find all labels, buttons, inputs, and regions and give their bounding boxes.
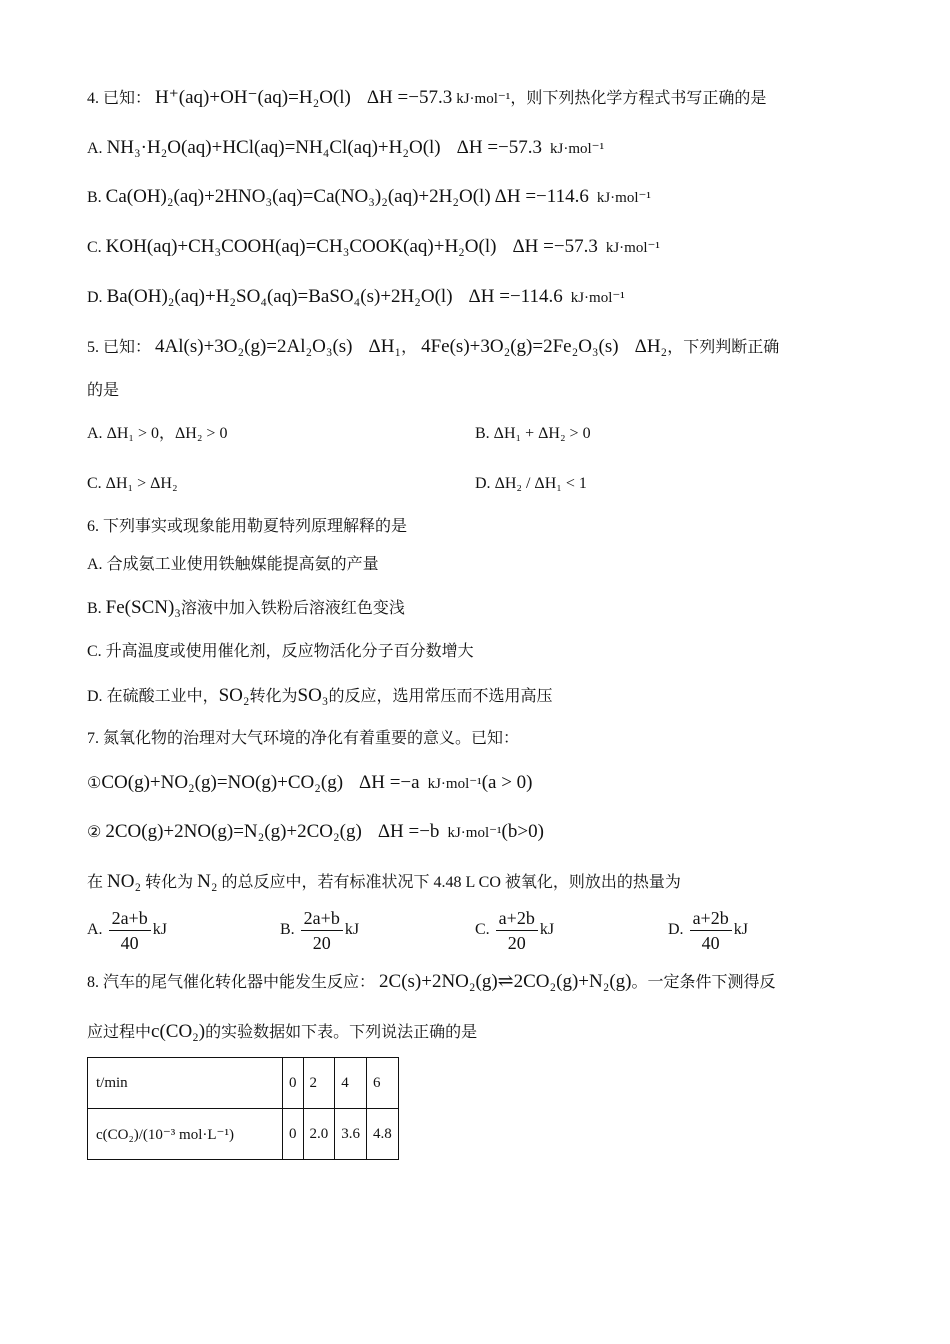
fraction-numerator: 2a+b	[109, 906, 151, 931]
option-reaction: Ca(OH)₂(aq)+2HNO₃(aq)=Ca(NO₃)₂(aq)+2H₂O(l)	[105, 186, 491, 207]
option-fraction	[496, 906, 538, 955]
option-formula-1: SO₂	[218, 685, 250, 706]
equation-unit: kJ·mol⁻¹	[447, 825, 502, 841]
fraction-numerator: a+2b	[496, 906, 538, 931]
option-unit: kJ·mol⁻¹	[605, 240, 660, 256]
table-cell: 2.0	[303, 1109, 335, 1160]
q4-stem-reaction: H⁺(aq)+OH⁻(aq)=H₂O(l)	[155, 87, 351, 108]
option-label: A.	[87, 921, 103, 939]
option-reaction: NH₃·H₂O(aq)+HCl(aq)=NH₄Cl(aq)+H₂O(l)	[106, 137, 441, 158]
option-text: ΔH₂ / ΔH₁ < 1	[494, 475, 587, 492]
table-cell: 0	[283, 1109, 304, 1160]
equation-reaction: CO(g)+NO₂(g)=NO(g)+CO₂(g)	[101, 772, 344, 793]
table-header-time: t/min	[88, 1058, 283, 1109]
option-unit: kJ·mol⁻¹	[570, 290, 625, 306]
option-formula-2: SO₃	[297, 685, 329, 706]
option-unit: kJ	[152, 921, 167, 939]
option-fraction	[301, 906, 343, 955]
q5-stem: 5. 已知： 4Al(s)+3O₂(g)=2Al₂O₃(s) ΔH₁， 4Fe(s)+3O₂(g)=2Fe₂O₃(s) ΔH₂，下列判断正确	[87, 336, 780, 357]
q6-option-d[interactable]	[87, 684, 552, 709]
option-text-mid: 转化为	[249, 688, 298, 705]
option-fraction	[109, 906, 151, 955]
option-label: B.	[87, 600, 102, 617]
option-reaction: KOH(aq)+CH₃COOH(aq)=CH₃COOK(aq)+H₂O(l)	[105, 236, 497, 257]
equation-dh: ΔH =−b	[377, 821, 440, 842]
q4-stem-dh: ΔH =−57.3	[366, 87, 453, 108]
fraction-denominator: 20	[312, 933, 331, 953]
q4-stem-prefix: 4. 已知：	[87, 90, 152, 107]
table-row	[88, 1058, 399, 1109]
q7-equation-2	[87, 820, 544, 845]
q4-option-a[interactable]	[87, 136, 604, 161]
option-label: C.	[87, 475, 102, 492]
option-label: D.	[668, 921, 684, 939]
option-text-pre: 在硫酸工业中，	[106, 688, 219, 705]
q7-equation-1	[87, 771, 533, 796]
q8-stem-prefix: 8. 汽车的尾气催化转化器中能发生反应：	[87, 974, 376, 991]
q4-stem	[87, 86, 766, 111]
option-text: 升高温度或使用催化剂，反应物活化分子百分数增大	[105, 643, 474, 660]
q5-option-a[interactable]	[87, 422, 227, 446]
option-dh: ΔH =−57.3	[512, 236, 598, 257]
table-cell: 3.6	[335, 1109, 367, 1160]
table-cell: 4	[335, 1058, 367, 1109]
q5-option-d[interactable]	[475, 472, 587, 496]
table-header-concentration: c(CO₂)/(10⁻³ mol·L⁻¹)	[88, 1109, 283, 1160]
q5-option-c[interactable]	[87, 472, 178, 496]
option-fraction	[690, 906, 732, 955]
option-text-post: 的反应，选用常压而不选用高压	[328, 688, 553, 705]
option-label: C.	[475, 921, 490, 939]
fraction-denominator: 20	[507, 933, 526, 953]
equation-unit: kJ·mol⁻¹	[427, 776, 482, 792]
option-unit: kJ·mol⁻¹	[550, 141, 605, 157]
option-formula: Fe(SCN)₃	[105, 597, 181, 618]
q7-question-formula-1: NO₂	[107, 871, 142, 892]
q5-dh-1: ΔH₁	[368, 336, 402, 357]
equation-mark: ①	[87, 775, 102, 792]
q5-stem-line2: 的是	[87, 382, 120, 399]
q8-stem-line2	[87, 1020, 477, 1045]
option-label: B.	[475, 425, 490, 442]
option-dh: ΔH =−114.6	[468, 286, 563, 307]
option-label: D.	[87, 688, 103, 705]
table-cell: 2	[303, 1058, 335, 1109]
option-label: B.	[280, 921, 295, 939]
q4-option-c[interactable]	[87, 235, 660, 260]
q4-stem-suffix: ，则下列热化学方程式书写正确的是	[510, 90, 767, 107]
option-dh: ΔH =−57.3	[456, 137, 542, 158]
q5-reaction-2: 4Fe(s)+3O₂(g)=2Fe₂O₃(s)	[421, 336, 619, 357]
q6-option-c[interactable]	[87, 640, 474, 664]
q5-stem-prefix: 5. 已知：	[87, 339, 152, 356]
option-unit: kJ·mol⁻¹	[596, 190, 651, 206]
q5-option-b[interactable]	[475, 422, 591, 446]
equation-dh: ΔH =−a	[359, 772, 420, 793]
q7-stem: 7. 氮氧化物的治理对大气环境的净化有着重要的意义。已知：	[87, 730, 520, 747]
option-label: A.	[87, 425, 103, 442]
table-cell: 0	[283, 1058, 304, 1109]
equation-condition: (b>0)	[501, 821, 544, 842]
fraction-numerator: a+2b	[690, 906, 732, 931]
q8-stem-suffix: 。一定条件下测得反	[631, 974, 776, 991]
option-label: B.	[87, 189, 102, 206]
option-label: D.	[87, 289, 103, 306]
q8-stem	[87, 970, 776, 995]
option-label: D.	[475, 475, 491, 492]
option-text: ΔH₁ + ΔH₂ > 0	[493, 425, 591, 442]
q5-dh-2: ΔH₂	[634, 336, 668, 357]
option-text: ΔH₁ > ΔH₂	[105, 475, 178, 492]
q6-option-a[interactable]	[87, 553, 379, 577]
option-unit: kJ	[344, 921, 360, 939]
option-label: A.	[87, 556, 103, 573]
option-dh: ΔH =−114.6	[494, 186, 589, 207]
q4-option-b[interactable]	[87, 185, 651, 210]
option-unit: kJ	[733, 921, 748, 939]
option-reaction: Ba(OH)₂(aq)+H₂SO₄(aq)=BaSO₄(s)+2H₂O(l)	[106, 286, 453, 307]
q7-option-d[interactable]	[668, 906, 748, 955]
fraction-numerator: 2a+b	[301, 906, 343, 931]
q7-option-a[interactable]	[87, 906, 167, 955]
q8-line2-pre: 应过程中	[87, 1024, 152, 1041]
option-unit: kJ	[539, 921, 555, 939]
option-text: 溶液中加入铁粉后溶液红色变浅	[180, 600, 405, 617]
table-cell: 6	[367, 1058, 399, 1109]
option-label: C.	[87, 239, 102, 256]
q7-question-post: 的总反应中，若有标准状况下 4.48 L CO 被氧化，则放出的热量为	[221, 874, 681, 891]
option-text: 合成氨工业使用铁触媒能提高氨的产量	[106, 556, 379, 573]
q8-reaction: 2C(s)+2NO₂(g)⇌2CO₂(g)+N₂(g)	[379, 971, 632, 992]
q7-question-mid: 转化为	[145, 874, 194, 891]
q8-data-table	[87, 1057, 399, 1160]
q4-option-d[interactable]	[87, 285, 625, 310]
option-label: C.	[87, 643, 102, 660]
q6-option-b[interactable]	[87, 596, 405, 621]
q8-line2-formula: c(CO₂)	[151, 1021, 206, 1042]
fraction-denominator: 40	[120, 933, 139, 953]
table-cell: 4.8	[367, 1109, 399, 1160]
table-row	[88, 1109, 399, 1160]
q5-reaction-1: 4Al(s)+3O₂(g)=2Al₂O₃(s)	[155, 336, 353, 357]
q7-option-b[interactable]	[280, 906, 359, 955]
q7-question	[87, 870, 681, 895]
q7-option-c[interactable]	[475, 906, 554, 955]
q6-stem: 6. 下列事实或现象能用勒夏特列原理解释的是	[87, 518, 408, 535]
q5-stem-suffix: ，下列判断正确	[667, 339, 780, 356]
q7-question-pre: 在	[87, 874, 104, 891]
option-text: ΔH₁ > 0，ΔH₂ > 0	[106, 425, 228, 442]
q8-line2-post: 的实验数据如下表。下列说法正确的是	[205, 1024, 478, 1041]
equation-mark: ②	[87, 824, 102, 841]
fraction-denominator: 40	[701, 933, 720, 953]
equation-condition: (a > 0)	[481, 772, 533, 793]
equation-reaction: 2CO(g)+2NO(g)=N₂(g)+2CO₂(g)	[105, 821, 362, 842]
q4-stem-unit: kJ·mol⁻¹	[456, 91, 511, 107]
option-label: A.	[87, 140, 103, 157]
q7-question-formula-2: N₂	[197, 871, 218, 892]
